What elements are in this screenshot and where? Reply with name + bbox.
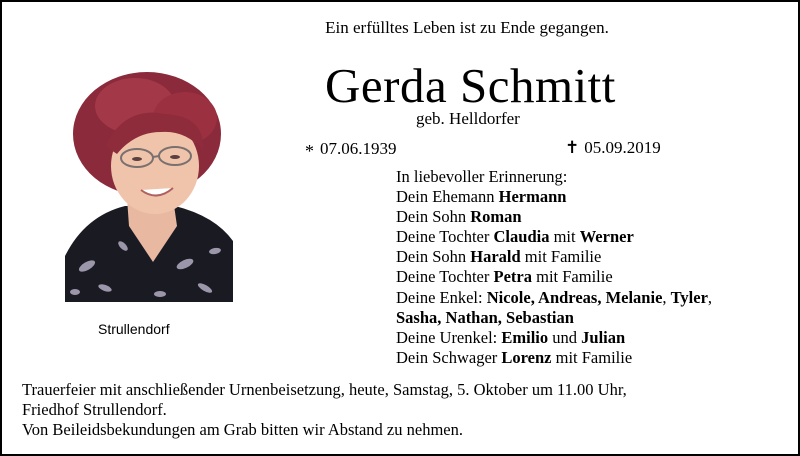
funeral-info-line: Friedhof Strullendorf.	[22, 400, 167, 419]
birth-star-icon: *	[305, 141, 314, 161]
motto: Ein erfülltes Leben ist zu Ende gegangen.	[325, 18, 609, 37]
mourner-line	[396, 167, 712, 187]
mourner-text: ,	[707, 287, 713, 307]
funeral-info-line: Trauerfeier mit anschließender Urnenbeisetzung, heute, Samstag, 5. Oktober um 11.00 Uhr,	[22, 380, 627, 399]
death-date	[565, 138, 661, 158]
mourner-name: Roman	[470, 207, 522, 227]
mourner-text: Dein Sohn	[396, 247, 471, 267]
mourner-line	[396, 247, 712, 267]
birth-date	[305, 138, 397, 159]
mourner-text: ,	[662, 287, 671, 307]
deceased-name: Gerda Schmitt	[325, 58, 616, 113]
mourner-text: Deine Urenkel:	[396, 327, 502, 347]
place-of-residence: Strullendorf	[98, 321, 170, 337]
mourner-text: mit Familie	[551, 347, 633, 367]
mourner-text: und	[548, 327, 582, 347]
mourner-line	[396, 227, 712, 247]
funeral-info-line: Von Beileidsbekundungen am Grab bitten wir Abstand zu nehmen.	[22, 420, 463, 439]
portrait-photo	[65, 66, 233, 302]
mourner-line	[396, 348, 712, 368]
mourner-text: mit	[549, 227, 580, 247]
mourner-text: Dein Ehemann	[396, 187, 499, 207]
mourner-text: Dein Sohn	[396, 207, 471, 227]
mourner-name: Sasha, Nathan, Sebastian	[396, 307, 574, 327]
mourner-name: Hermann	[498, 187, 567, 207]
birth-date-text: 07.06.1939	[320, 139, 397, 158]
mourners-list	[396, 167, 712, 368]
death-date-text: 05.09.2019	[584, 138, 661, 157]
mourner-line	[396, 328, 712, 348]
mourner-text: Deine Tochter	[396, 267, 494, 287]
mourner-name: Emilio	[501, 327, 549, 347]
mourner-text: mit Familie	[532, 267, 613, 287]
mourner-name: Claudia	[493, 227, 550, 247]
mourner-name: Petra	[493, 267, 532, 287]
mourner-line	[396, 207, 712, 227]
mourner-line	[396, 288, 712, 308]
mourner-text: mit Familie	[520, 247, 602, 267]
mourner-line	[396, 267, 712, 287]
mourner-name: Lorenz	[501, 347, 552, 367]
funeral-info	[22, 380, 627, 440]
mourner-line	[396, 308, 712, 328]
mourner-text: In liebevoller Erinnerung:	[396, 167, 568, 186]
maiden-name: geb. Helldorfer	[416, 109, 520, 128]
mourner-text: Deine Enkel:	[396, 287, 487, 307]
mourner-name: Harald	[470, 247, 521, 267]
mourner-name: Nicole, Andreas, Melanie	[486, 287, 663, 307]
mourner-name: Tyler	[670, 287, 708, 307]
mourner-name: Julian	[581, 327, 626, 347]
mourner-text: Deine Tochter	[396, 227, 494, 247]
mourner-name: Werner	[579, 227, 634, 247]
mourner-text: Dein Schwager	[396, 347, 502, 367]
mourner-line	[396, 187, 712, 207]
death-cross-icon: ✝	[565, 138, 580, 157]
